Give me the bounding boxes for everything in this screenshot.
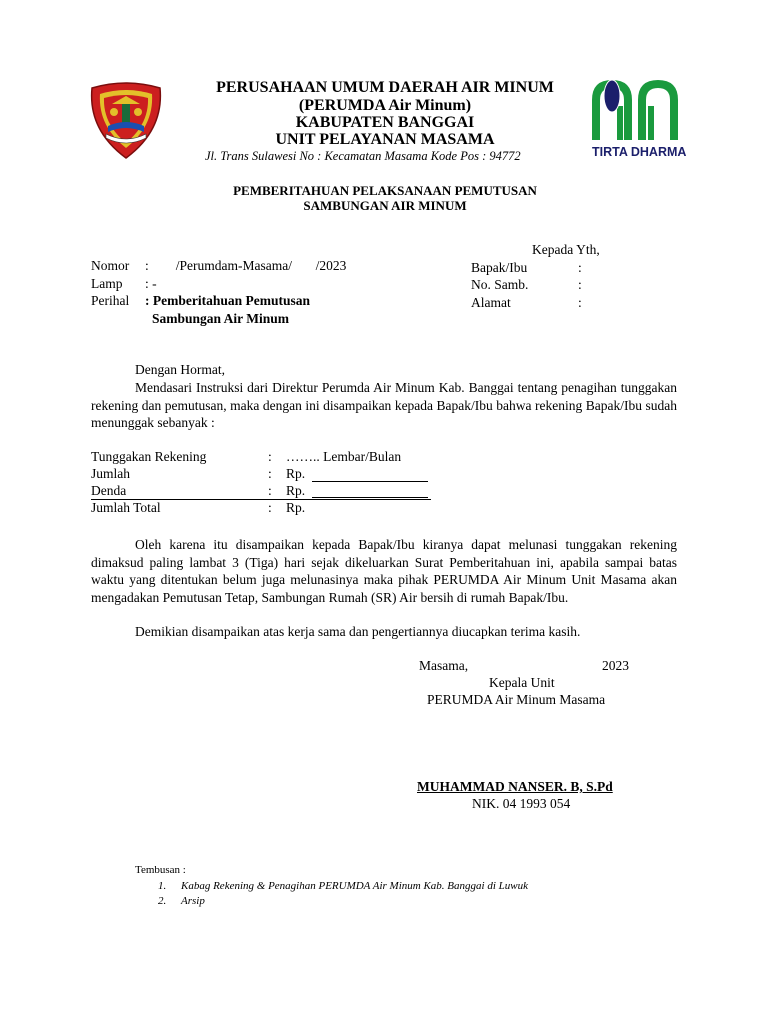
arrears-value: …….. Lembar/Bulan bbox=[286, 449, 402, 464]
signature-year: 2023 bbox=[602, 658, 629, 673]
tembusan-item-2: Arsip bbox=[181, 895, 205, 907]
paragraph-1: Mendasari Instruksi dari Direktur Perumda Air Minum Kab. Banggai tentang penagihan tunggakan rekening dan pemutusan, maka dengan ini disampaikan kepada Bapak/Ibu bahwa rekening Bapak/Ibu sudah menunggak sebanyak : bbox=[91, 380, 677, 430]
org-name-line3: KABUPATEN BANGGAI bbox=[295, 114, 475, 131]
perihal-value-line1: : Pemberitahuan Pemutusan bbox=[145, 293, 310, 308]
signatory-nik: NIK. 04 1993 054 bbox=[472, 796, 571, 811]
arrears-label: Tunggakan Rekening bbox=[91, 449, 207, 464]
banggai-regency-shield-logo bbox=[86, 80, 166, 160]
no-samb-colon: : bbox=[578, 277, 582, 292]
org-address: Jl. Trans Sulawesi No : Kecamatan Masama Kode Pos : 94772 bbox=[205, 149, 521, 163]
bapak-ibu-label: Bapak/Ibu bbox=[471, 260, 528, 275]
tirta-dharma-logo bbox=[590, 78, 680, 142]
jumlah-total-value: Rp. bbox=[286, 500, 306, 515]
denda-label: Denda bbox=[91, 483, 127, 498]
alamat-colon: : bbox=[578, 295, 582, 310]
tembusan-item-1: Kabag Rekening & Penagihan PERUMDA Air Minum Kab. Banggai di Luwuk bbox=[181, 880, 528, 892]
arrears-colon: : bbox=[268, 449, 272, 464]
tembusan-label: Tembusan : bbox=[135, 864, 186, 876]
org-name-line1: PERUSAHAAN UMUM DAERAH AIR MINUM bbox=[216, 79, 554, 96]
lamp-value: : - bbox=[145, 276, 157, 291]
tirta-dharma-logo-text: TIRTA DHARMA bbox=[592, 145, 687, 159]
bapak-ibu-colon: : bbox=[578, 260, 582, 275]
alamat-label: Alamat bbox=[471, 295, 511, 310]
signature-position-1: Kepala Unit bbox=[489, 675, 555, 690]
lamp-label: Lamp bbox=[91, 276, 123, 291]
signatory-name: MUHAMMAD NANSER. B, S.Pd bbox=[417, 779, 613, 794]
denda-blank-line bbox=[312, 497, 428, 498]
closing-sentence: Demikian disampaikan atas kerja sama dan pengertiannya diucapkan terima kasih. bbox=[135, 624, 581, 639]
letter-title-line2: SAMBUNGAN AIR MINUM bbox=[303, 198, 467, 213]
signature-position-2: PERUMDA Air Minum Masama bbox=[427, 692, 606, 707]
nomor-label: Nomor bbox=[91, 258, 130, 273]
org-name-line4: UNIT PELAYANAN MASAMA bbox=[275, 131, 495, 148]
tembusan-item-1-num: 1. bbox=[158, 880, 167, 892]
signature-place: Masama, bbox=[419, 658, 469, 673]
jumlah-total-label: Jumlah Total bbox=[91, 500, 161, 515]
jumlah-total-colon: : bbox=[268, 500, 272, 515]
org-name-line2: (PERUMDA Air Minum) bbox=[298, 97, 472, 114]
jumlah-blank-line bbox=[312, 481, 428, 482]
tembusan-item-2-num: 2. bbox=[158, 895, 167, 907]
nomor-value: : /Perumdam-Masama/ /2023 bbox=[145, 258, 347, 273]
paragraph-2: Oleh karena itu disampaikan kepada Bapak/Ibu kiranya dapat melunasi tunggakan rekening dimaksud paling lambat 3 (Tiga) hari sejak dikeluarkan Surat Pemberitahuan ini, apabila sampai batas waktu yang ditentukan belum juga melunasinya maka pihak PERUMDA Air Minum Unit Masama akan mengadakan Pemutusan Tetap, Sambungan Rumah (SR) Air bersih di rumah Bapak/Ibu. bbox=[91, 537, 677, 605]
salutation: Dengan Hormat, bbox=[135, 362, 225, 377]
letter-title-line1: PEMBERITAHUAN PELAKSANAAN PEMUTUSAN bbox=[233, 183, 537, 198]
no-samb-label: No. Samb. bbox=[471, 277, 529, 292]
jumlah-label: Jumlah bbox=[91, 466, 130, 481]
jumlah-value: Rp. bbox=[286, 466, 306, 481]
perihal-label: Perihal bbox=[91, 293, 130, 308]
denda-value: Rp. bbox=[286, 483, 306, 498]
kepada-yth: Kepada Yth, bbox=[532, 242, 600, 257]
perihal-value-line2: Sambungan Air Minum bbox=[152, 311, 290, 326]
denda-colon: : bbox=[268, 483, 272, 498]
jumlah-colon: : bbox=[268, 466, 272, 481]
